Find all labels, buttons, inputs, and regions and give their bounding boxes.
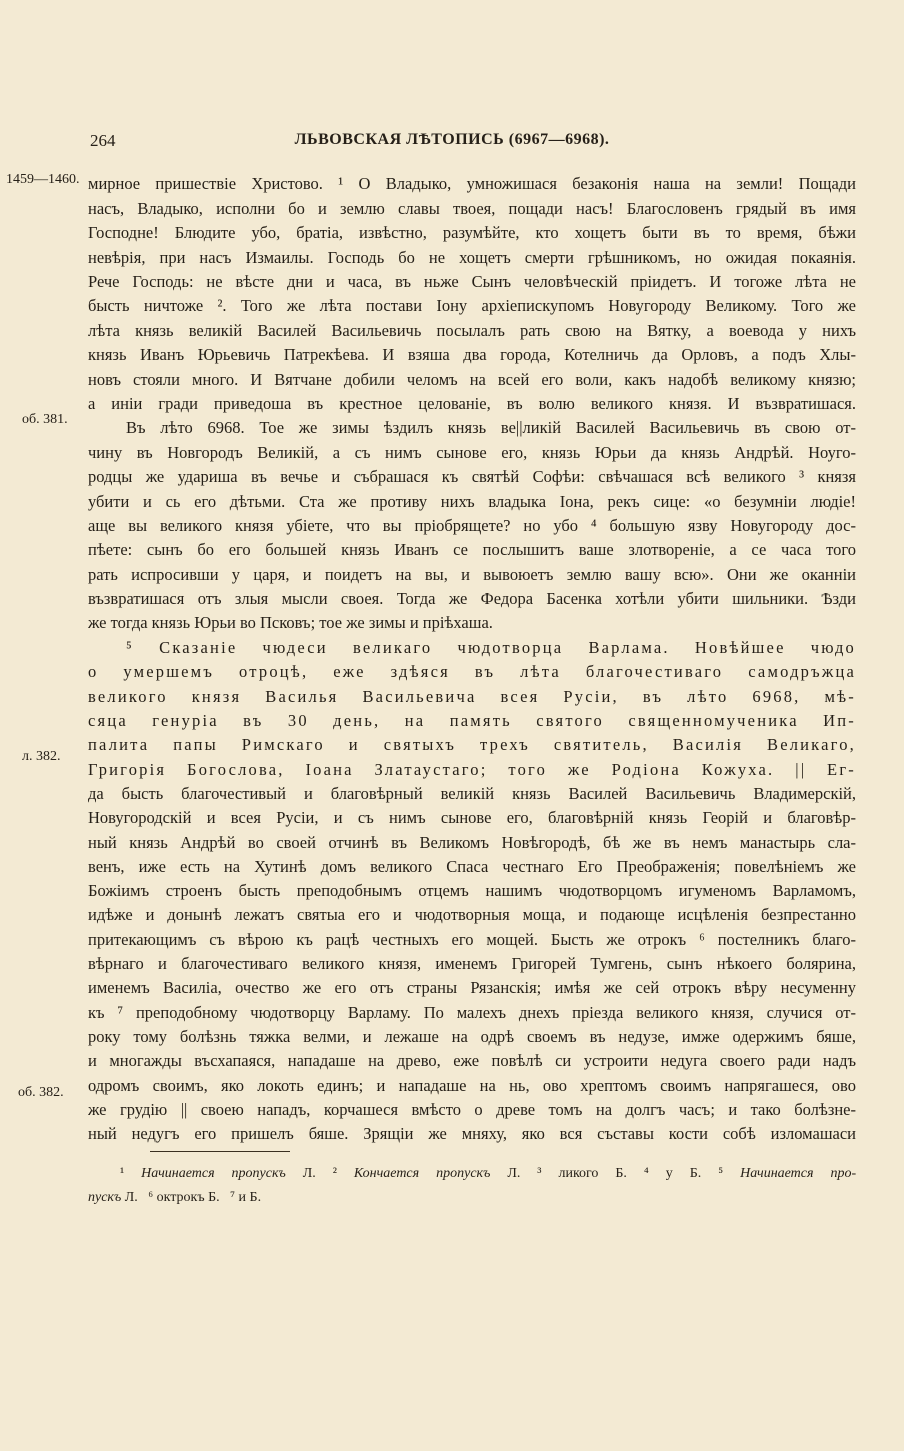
text-line: пѣете: сынъ бо его большей князь Иванъ се послышитъ ваше злотвореніе, а се часа того — [88, 540, 856, 559]
text-line: Въ лѣто 6968. Тое же зимы ѣздилъ князь ве||ликій Василей Васильевичь въ свою от- — [126, 418, 856, 437]
footnote-5: ⁵ Начинается про- — [718, 1166, 857, 1181]
text-line: лѣта князь великій Василей Васильевичь посылалъ рать свою на Вятку, а воевода у нихъ — [88, 321, 856, 340]
text-line: великого князя Василья Васильевича всея Русіи, въ лѣто 6968, мѣ- — [88, 687, 856, 706]
page-number: 264 — [90, 131, 116, 150]
text-line: ⁵ Сказаніе чюдеси великаго чюдотворца Варлама. Новѣйшее чюдо — [126, 638, 856, 657]
text-line: новъ стояли много. И Вятчане добили челомъ на всей его воли, какъ надобѣ великому князю; — [88, 370, 856, 389]
running-head: ЛЬВОВСКАЯ ЛѢТОПИСЬ (6967—6968). — [294, 131, 610, 148]
footnote-rule — [150, 1151, 290, 1152]
text-line: бысть ничтоже ². Того же лѣта постави Іону архіепискупомъ Новугороду Великому. Того же — [88, 296, 856, 315]
text-line: мирное пришествіе Христово. ¹ О Владыко, умножишася безаконія наша на земли! Пощади — [88, 174, 856, 193]
text-line: и многажды въсхапаяся, нападаше на древо, еже повѣлѣ си устроити недуга своего ради надъ — [88, 1051, 856, 1070]
text-line: же грудію || своею нападъ, корчашеся вмѣсто о древе томъ на долгъ часъ; и тако болѣзне- — [88, 1100, 856, 1119]
text-line: родцы же удариша въ вечье и събрашася къ святѣй Софѣи: свѣчашася всѣ великого ³ князя — [88, 467, 856, 486]
text-line: Рече Господь: не вѣсте дни и часа, въ ньже Сынъ человѣческій пріидетъ. И тогоже лѣта не — [88, 272, 856, 291]
footnote-1: ¹ Начинается пропускъ Л. — [120, 1166, 316, 1181]
text-line: притекающимъ съ вѣрою къ рацѣ честныхъ его мощей. Бысть же отрокъ ⁶ постелникъ благо- — [88, 930, 856, 949]
text-line: палита папы Римскаго и святыхъ трехъ святитель, Василія Великаго, — [88, 735, 856, 754]
footnotes-line-1 — [88, 1163, 856, 1185]
footnotes-line-2: пускъ Л. ⁶ октрокъ Б. ⁷ и Б. — [88, 1190, 262, 1205]
text-line: рать испросивши у царя, и поидетъ на вы, и вывоюетъ землю вашу всю». Они же оканніи — [88, 565, 856, 584]
margin-note-folio: л. 382. — [22, 749, 61, 764]
footnote-6: ⁶ октрокъ Б. — [148, 1190, 220, 1205]
text-line: идѣже и донынѣ лежатъ святыа его и чюдотворныя моща, и подающе исцѣленія безпрестанно — [88, 905, 856, 924]
margin-note-folio: об. 381. — [22, 412, 68, 427]
text-line: чину въ Новгородъ Великій, а съ нимъ сынове его, князь Юрьи да князь Андрѣй. Ноуго- — [88, 443, 856, 462]
footnote-2: ² Кончается пропускъ Л. — [332, 1166, 521, 1181]
footnote-4: ⁴ у Б. — [643, 1166, 702, 1181]
text-line: аще вы великого князя убіете, что вы пріобрящете? но убо ⁴ большую язву Новугороду дос- — [88, 516, 856, 535]
text-line: Григорія Богослова, Іоана Златаустаго; того же Родіона Кожуха. || Ег- — [88, 760, 856, 779]
text-line: сяца генуріа въ 30 день, на память святого священномученика Ип- — [88, 711, 856, 730]
text-line: насъ, Владыко, исполни бо и землю славы твоея, пощади насъ! Благословенъ грядый въ имя — [88, 199, 856, 218]
text-line: именемъ Василіа, очество же его отъ страны Рязанскія; имѣя же сей отрокъ вѣру несуменну — [88, 978, 856, 997]
text-line: же тогда князь Юрьи во Псковъ; тое же зимы и пріѣхаша. — [88, 613, 493, 632]
footnote-3: ³ ликого Б. — [537, 1166, 627, 1181]
text-line: ный недугъ его пришелъ бяше. Зрящіи же мняху, яко вся съставы кости собѣ изломашаси — [88, 1124, 856, 1143]
text-line: року тому болѣзнь тяжка велми, и лежаше на одрѣ своемъ въ недузе, имже одержимъ бяше, — [88, 1027, 856, 1046]
text-line: къ ⁷ преподобному чюдотворцу Варламу. По малехъ днехъ пріезда великого князя, случися от- — [88, 1003, 856, 1022]
text-line: венъ, иже есть на Хутинѣ домъ великого Спаса честнаго Его Преображенія; повелѣніемъ же — [88, 857, 856, 876]
text-line: Новугородскій и всея Русіи, и съ нимъ сынове его, благовѣрній князь Георій и благовѣр- — [88, 808, 856, 827]
text-line: ный князь Андрѣй во своей отчинѣ въ Великомъ Новѣгородѣ, бѣ же въ немъ манастырь сла- — [88, 833, 856, 852]
text-line: о умершемъ отроцѣ, еже здѣяся въ лѣта благочестиваго самодръжца — [88, 662, 856, 681]
footnote-7: ⁷ и Б. — [230, 1190, 262, 1205]
text-line: възвратишася отъ злыя мысли своея. Тогда же Федора Басенка хотѣли убити шильники. Ѣзди — [88, 589, 856, 608]
text-line: Господне! Блюдите убо, братіа, извѣстно, разумѣйте, кто хощетъ быти въ то время, бѣжи — [88, 223, 856, 242]
margin-note-years: 1459—1460. — [6, 172, 80, 187]
text-line: князь Иванъ Юрьевичь Патрекѣева. И взяша два города, Котелничь да Орловъ, а подъ Хлы- — [88, 345, 856, 364]
margin-note-folio: об. 382. — [18, 1085, 64, 1100]
text-line: а иніи гради приведоша въ крестное целованіе, въ волю великого князя. И възвратишася. — [88, 394, 856, 413]
text-line: вѣрнаго и благочестиваго великого князя, именемъ Григорей Тумгень, сынъ нѣкоего болярина, — [88, 954, 856, 973]
text-line: невѣрія, при насъ Измаилы. Господь бо не хощетъ смерти грѣшникомъ, но ожидая покаянія. — [88, 248, 856, 267]
text-line: одромъ своимъ, яко локоть единъ; и нападаше на нь, ово хрептомъ своимъ напрягашеся, ово — [88, 1076, 856, 1095]
text-line: убити и сь его дѣтьми. Ста же противу нихъ владыка Іона, рекъ сице: «о безумніи людіе! — [88, 492, 856, 511]
text-line: да бысть благочестивый и благовѣрный великій князь Василей Васильевичь Владимерскій, — [88, 784, 856, 803]
text-line: Божіимъ строенъ бысть преподобнымъ отцемъ нашимъ чюдотворцомъ игуменомъ Варламомъ, — [88, 881, 856, 900]
